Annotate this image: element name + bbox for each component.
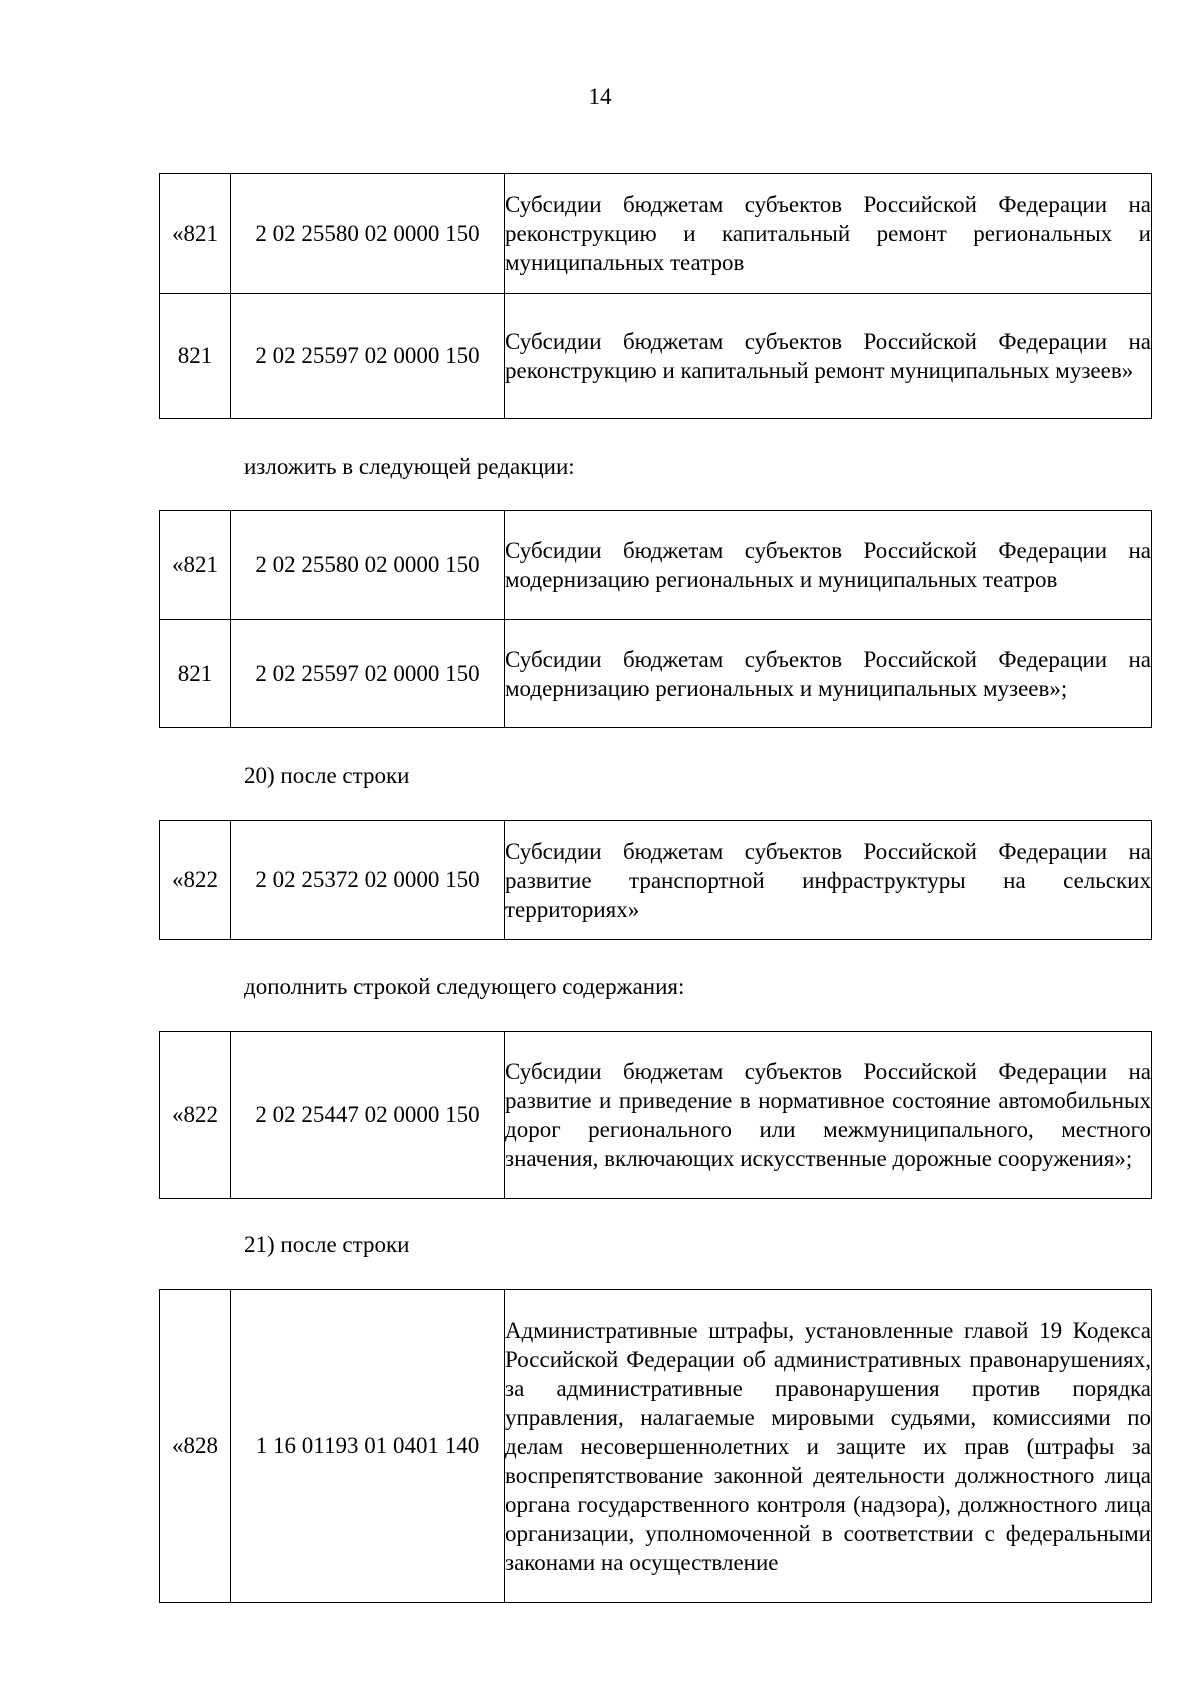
table-row — [160, 1032, 1152, 1199]
amendment-table-822-new — [159, 1031, 1152, 1199]
admin-code-cell: 821 — [160, 620, 231, 728]
amendment-table-old-821 — [159, 173, 1152, 419]
budget-code-cell: 2 02 25447 02 0000 150 — [231, 1032, 505, 1199]
paragraph-item-20: 20) после строки — [244, 763, 410, 788]
admin-code-cell: «821 — [160, 174, 231, 294]
amendment-table-new-821 — [159, 510, 1152, 728]
admin-code-cell: «828 — [160, 1290, 231, 1603]
table-row — [160, 821, 1152, 940]
amendment-table-822-after — [159, 820, 1152, 940]
page-number: 14 — [588, 84, 612, 109]
paragraph-item-21: 21) после строки — [244, 1232, 410, 1257]
budget-code-cell: 1 16 01193 01 0401 140 — [231, 1290, 505, 1603]
budget-code-cell: 2 02 25372 02 0000 150 — [231, 821, 505, 940]
description-cell: Субсидии бюджетам субъектов Российской Федерации на реконструкцию и капитальный ремонт региональных и муниципальных театров — [505, 174, 1152, 294]
table-row — [160, 1290, 1152, 1603]
paragraph-restate: изложить в следующей редакции: — [244, 454, 575, 479]
table-row — [160, 511, 1152, 620]
budget-code-cell: 2 02 25580 02 0000 150 — [231, 174, 505, 294]
table-row — [160, 620, 1152, 728]
paragraph-supplement: дополнить строкой следующего содержания: — [244, 974, 685, 999]
description-cell: Субсидии бюджетам субъектов Российской Федерации на модернизацию региональных и муниципальных музеев»; — [505, 620, 1152, 728]
table-row — [160, 174, 1152, 294]
description-cell: Субсидии бюджетам субъектов Российской Федерации на развитие транспортной инфраструктуры на сельских территориях» — [505, 821, 1152, 940]
admin-code-cell: «822 — [160, 821, 231, 940]
budget-code-cell: 2 02 25580 02 0000 150 — [231, 511, 505, 620]
admin-code-cell: 821 — [160, 294, 231, 419]
budget-code-cell: 2 02 25597 02 0000 150 — [231, 294, 505, 419]
description-cell: Административные штрафы, установленные главой 19 Кодекса Российской Федерации об административных правонарушениях, за административные правонарушения против порядка управления, налагаемые мировыми судьями, комиссиями по делам несовершеннолетних и защите их прав (штрафы за воспрепятствование законной деятельности должностного лица органа государственного контроля (надзора), должностного лица организации, уполномоченной в соответствии с федеральными законами на осуществление — [505, 1290, 1152, 1603]
amendment-table-828-after — [159, 1289, 1152, 1603]
admin-code-cell: «821 — [160, 511, 231, 620]
admin-code-cell: «822 — [160, 1032, 231, 1199]
table-row — [160, 294, 1152, 419]
description-cell: Субсидии бюджетам субъектов Российской Федерации на реконструкцию и капитальный ремонт муниципальных музеев» — [505, 294, 1152, 419]
description-cell: Субсидии бюджетам субъектов Российской Федерации на развитие и приведение в нормативное состояние автомобильных дорог регионального или межмуниципального, местного значения, включающих искусственные дорожные сооружения»; — [505, 1032, 1152, 1199]
budget-code-cell: 2 02 25597 02 0000 150 — [231, 620, 505, 728]
description-cell: Субсидии бюджетам субъектов Российской Федерации на модернизацию региональных и муниципальных театров — [505, 511, 1152, 620]
